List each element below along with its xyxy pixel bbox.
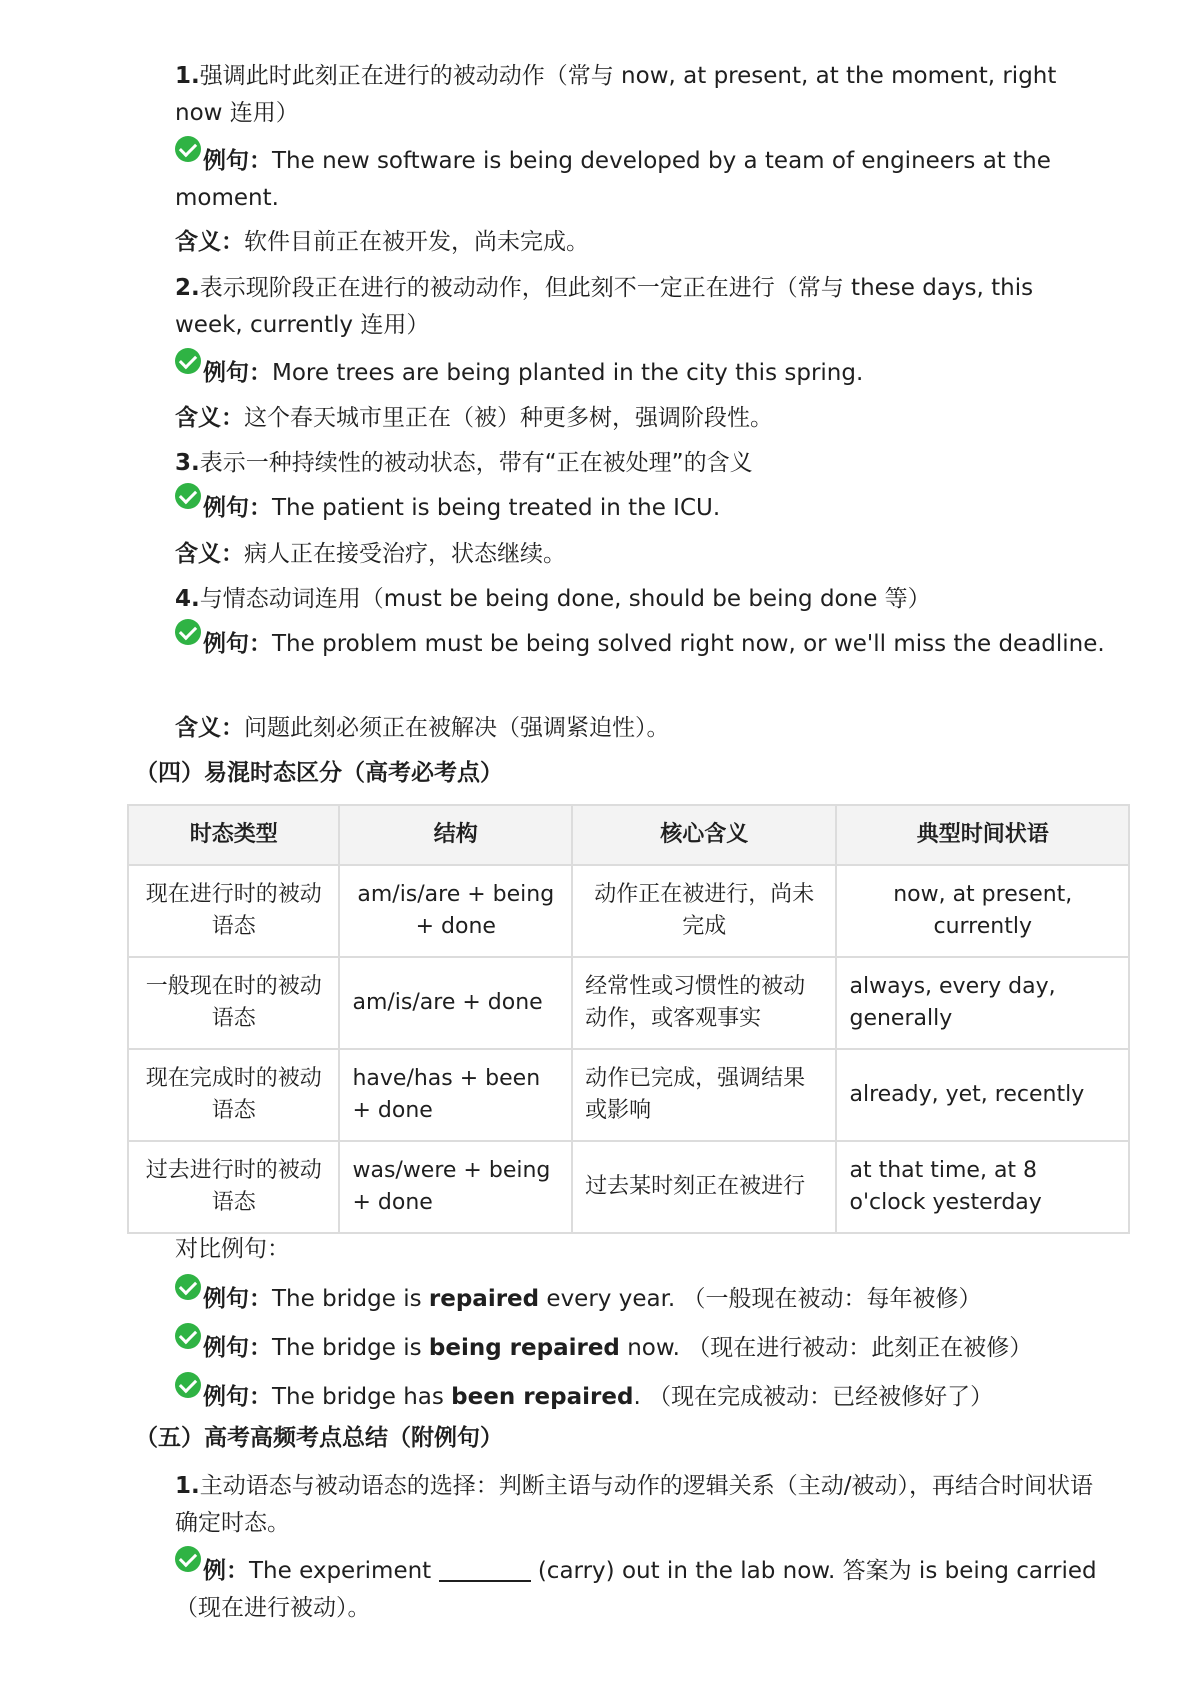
point-number: 3. bbox=[175, 450, 200, 476]
table-cell: 现在完成时的被动语态 bbox=[128, 1049, 339, 1141]
point-1 bbox=[175, 58, 1105, 132]
point-text: 与情态动词连用（must be being done, should be being done 等） bbox=[199, 586, 931, 612]
table-cell: at that time, at 8 o'clock yesterday bbox=[836, 1141, 1129, 1233]
check-icon bbox=[175, 1323, 201, 1349]
point-text: 表示现阶段正在进行的被动动作，但此刻不一定正在进行（常与 these days, this week, currently 连用） bbox=[175, 275, 1034, 338]
example-pre: The experiment bbox=[249, 1558, 432, 1584]
point-3 bbox=[175, 445, 1105, 482]
compare-example-3 bbox=[175, 1379, 1105, 1416]
section-5-heading: （五）高考高频考点总结（附例句） bbox=[135, 1425, 503, 1451]
meaning-label: 含义： bbox=[175, 541, 244, 567]
example-label: 例句： bbox=[203, 1286, 272, 1312]
example-text: The problem must be being solved right now, or we'll miss the deadline. bbox=[272, 631, 1105, 657]
section-4-heading: （四）易混时态区分（高考必考点） bbox=[135, 760, 503, 786]
table-cell: now, at present, currently bbox=[836, 865, 1129, 957]
table-cell: 过去某时刻正在被进行 bbox=[572, 1141, 836, 1233]
meaning-text: 软件目前正在被开发，尚未完成。 bbox=[244, 229, 589, 255]
table-header-row bbox=[128, 805, 1129, 865]
point-number: 2. bbox=[175, 275, 200, 301]
point-number: 1. bbox=[175, 1473, 200, 1499]
column-header: 典型时间状语 bbox=[836, 805, 1129, 865]
table-row bbox=[128, 865, 1129, 957]
example-label: 例句： bbox=[203, 148, 272, 174]
example-2 bbox=[175, 355, 1105, 392]
example-label: 例句： bbox=[203, 631, 272, 657]
example-bold: repaired bbox=[428, 1286, 540, 1312]
meaning-label: 含义： bbox=[175, 715, 244, 741]
example-post: now. bbox=[619, 1335, 680, 1361]
example-1 bbox=[175, 143, 1105, 217]
example-text: More trees are being planted in the city this spring. bbox=[272, 360, 864, 386]
meaning-label: 含义： bbox=[175, 229, 244, 255]
meaning-4 bbox=[175, 710, 1105, 747]
point-text: 表示一种持续性的被动状态，带有“正在被处理”的含义 bbox=[199, 450, 753, 476]
example-bold: being repaired bbox=[428, 1335, 620, 1361]
summary-example-1 bbox=[175, 1553, 1105, 1627]
meaning-text: 病人正在接受治疗，状态继续。 bbox=[244, 541, 566, 567]
table-cell: am/is/are + done bbox=[339, 957, 572, 1049]
table-cell: 一般现在时的被动语态 bbox=[128, 957, 339, 1049]
table-cell: 经常性或习惯性的被动动作，或客观事实 bbox=[572, 957, 836, 1049]
example-pre: The bridge is bbox=[272, 1335, 429, 1361]
point-number: 4. bbox=[175, 586, 200, 612]
tense-comparison-table bbox=[127, 804, 1130, 1234]
column-header: 结构 bbox=[339, 805, 572, 865]
example-4 bbox=[175, 626, 1105, 663]
table-cell: 动作正在被进行，尚未完成 bbox=[572, 865, 836, 957]
point-text: 主动语态与被动语态的选择：判断主语与动作的逻辑关系（主动/被动），再结合时间状语确定时态。 bbox=[175, 1473, 1093, 1536]
check-icon bbox=[175, 483, 201, 509]
example-bold: been repaired bbox=[451, 1384, 634, 1410]
check-icon bbox=[175, 136, 201, 162]
example-post: (carry) out in the lab now. 答案为 is being carried（现在进行被动）。 bbox=[175, 1558, 1097, 1621]
table-cell: am/is/are + being + done bbox=[339, 865, 572, 957]
point-number: 1. bbox=[175, 63, 200, 89]
example-text: The new software is being developed by a team of engineers at the moment. bbox=[175, 148, 1051, 211]
meaning-label: 含义： bbox=[175, 405, 244, 431]
example-post: . bbox=[633, 1384, 641, 1410]
point-4 bbox=[175, 581, 1105, 618]
table-cell: was/were + being + done bbox=[339, 1141, 572, 1233]
meaning-text: 问题此刻必须正在被解决（强调紧迫性）。 bbox=[244, 715, 670, 741]
check-icon bbox=[175, 619, 201, 645]
table-cell: have/has + been + done bbox=[339, 1049, 572, 1141]
example-note: （现在完成被动：已经被修好了） bbox=[648, 1384, 994, 1410]
example-note: （一般现在被动：每年被修） bbox=[682, 1286, 982, 1312]
example-pre: The bridge has bbox=[272, 1384, 452, 1410]
check-icon bbox=[175, 1372, 201, 1398]
example-3 bbox=[175, 490, 1105, 527]
column-header: 核心含义 bbox=[572, 805, 836, 865]
table-cell: 现在进行时的被动语态 bbox=[128, 865, 339, 957]
example-label: 例句： bbox=[203, 1384, 272, 1410]
check-icon bbox=[175, 348, 201, 374]
example-note: （现在进行被动：此刻正在被修） bbox=[687, 1335, 1033, 1361]
point-2 bbox=[175, 270, 1105, 344]
compare-example-2 bbox=[175, 1330, 1105, 1367]
table-row bbox=[128, 1141, 1129, 1233]
example-post: every year. bbox=[539, 1286, 676, 1312]
meaning-3 bbox=[175, 536, 1105, 573]
table-row bbox=[128, 1049, 1129, 1141]
check-icon bbox=[175, 1546, 201, 1572]
point-text: 强调此时此刻正在进行的被动动作（常与 now, at present, at the moment, right now 连用） bbox=[175, 63, 1057, 126]
example-label: 例句： bbox=[203, 360, 272, 386]
table-cell: 过去进行时的被动语态 bbox=[128, 1141, 339, 1233]
example-pre: The bridge is bbox=[272, 1286, 429, 1312]
column-header: 时态类型 bbox=[128, 805, 339, 865]
example-text: The patient is being treated in the ICU. bbox=[272, 495, 721, 521]
table-cell: always, every day, generally bbox=[836, 957, 1129, 1049]
check-icon bbox=[175, 1274, 201, 1300]
meaning-2 bbox=[175, 400, 1105, 437]
meaning-text: 这个春天城市里正在（被）种更多树，强调阶段性。 bbox=[244, 405, 773, 431]
example-label: 例： bbox=[203, 1558, 249, 1584]
example-label: 例句： bbox=[203, 495, 272, 521]
answer-blank bbox=[439, 1558, 531, 1582]
summary-point-1 bbox=[175, 1468, 1105, 1542]
compare-label: 对比例句： bbox=[175, 1236, 290, 1262]
table-cell: 动作已完成，强调结果或影响 bbox=[572, 1049, 836, 1141]
example-label: 例句： bbox=[203, 1335, 272, 1361]
table-cell: already, yet, recently bbox=[836, 1049, 1129, 1141]
table-row bbox=[128, 957, 1129, 1049]
compare-example-1 bbox=[175, 1281, 1105, 1318]
meaning-1 bbox=[175, 224, 1105, 261]
